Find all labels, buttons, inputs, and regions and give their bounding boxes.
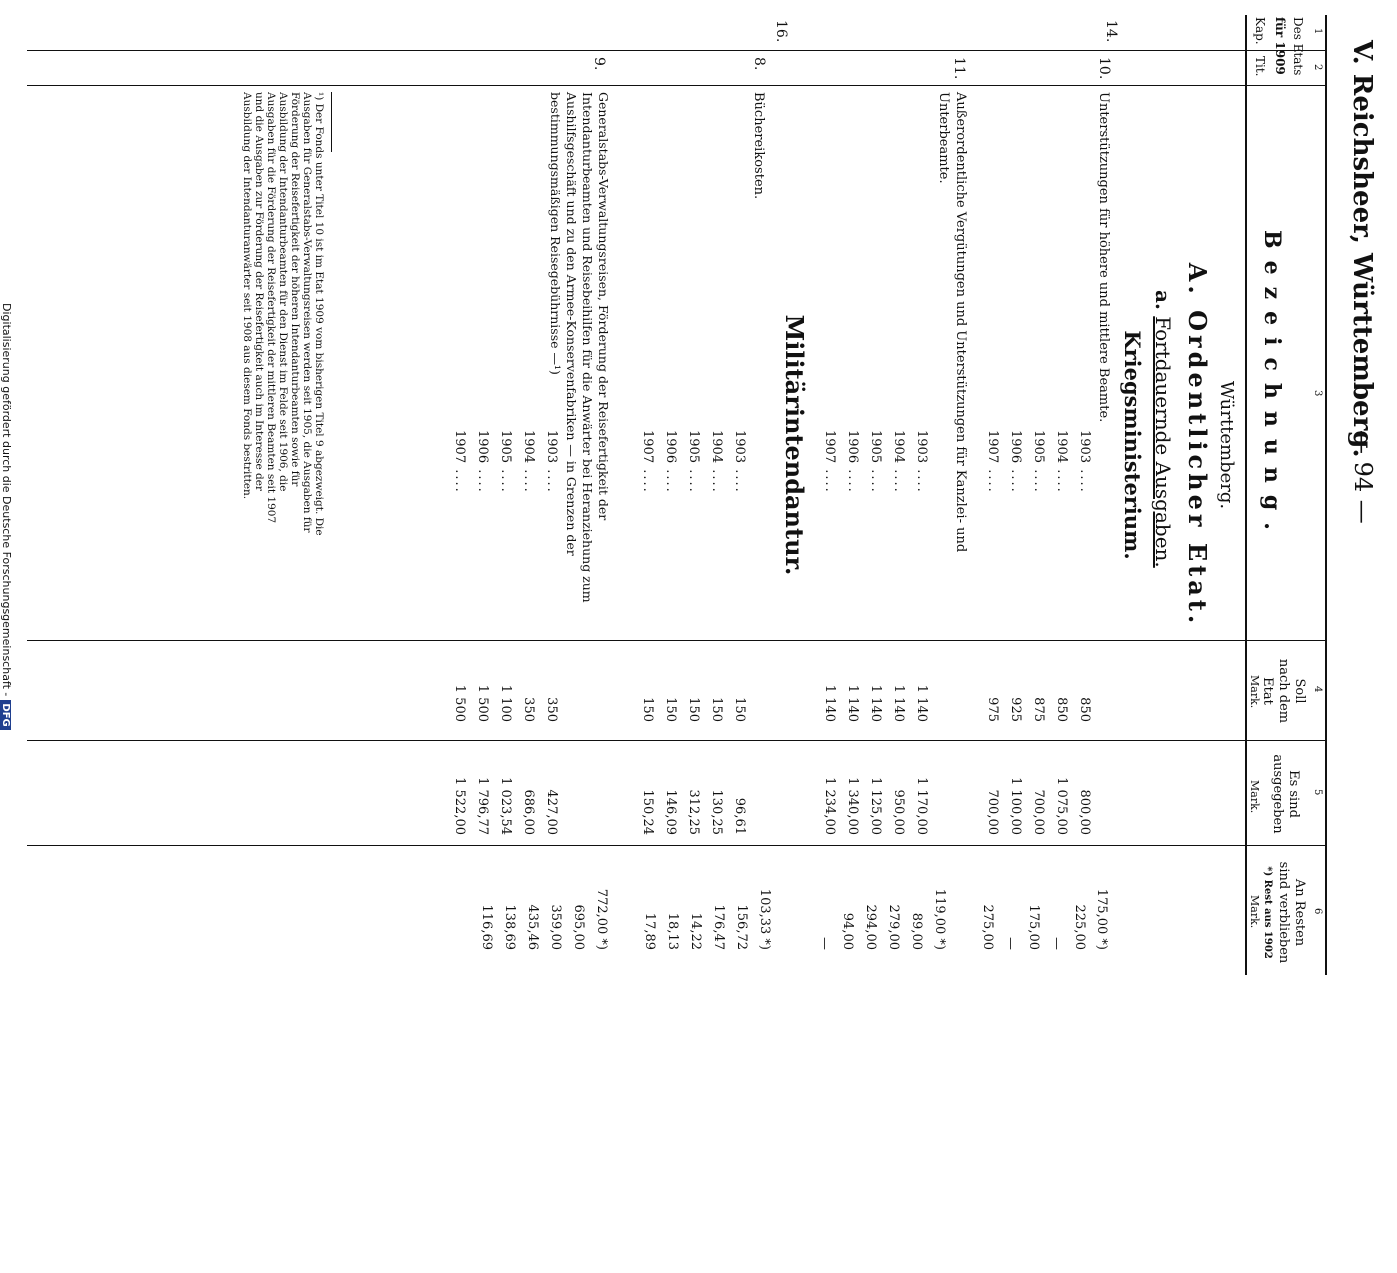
year-cell: 1903 .... [1077, 430, 1092, 494]
section-label-tit10: Unterstützungen für höhere und mittlere Beamte. [1096, 92, 1111, 423]
page-number: — 94 — [1349, 430, 1377, 524]
soll-cell: 150 [640, 697, 655, 722]
rest-cell: 17,89 [642, 912, 657, 950]
col-number-4: 4 [1312, 686, 1323, 693]
rest-cell: 116,69 [479, 904, 494, 950]
year-cell: 1903 .... [544, 430, 559, 494]
heading-militaerintendantur: Militärintendantur. [780, 314, 809, 576]
year-value: 1906 [845, 430, 860, 464]
ausgegeben-cell: 1 340,00 [845, 777, 860, 835]
rotated-document-page [10, 0, 1387, 1000]
year-value: 1907 [640, 430, 655, 464]
year-value: 1904 [709, 430, 724, 464]
heading-fortdauernde-prefix: a. [1151, 290, 1175, 310]
year-cell: 1904 .... [709, 430, 724, 494]
year-cell: 1907 .... [822, 430, 837, 494]
year-value: 1906 [663, 430, 678, 464]
rest-cell: 18,13 [665, 912, 680, 950]
rest-cell: 695,00 [571, 904, 586, 950]
ausgegeben-cell: 1 075,00 [1054, 777, 1069, 835]
year-cell: 1907 .... [640, 430, 655, 494]
year-value: 1905 [686, 430, 701, 464]
year-value: 1903 [914, 430, 929, 464]
header-unit-5: Mark. [1248, 780, 1261, 814]
soll-cell: 350 [544, 697, 559, 722]
soll-cell: 1 140 [914, 684, 929, 722]
soll-cell: 975 [985, 697, 1000, 722]
rest-cell: 89,00 [909, 912, 924, 950]
year-value: 1905 [498, 430, 513, 464]
section-label-tit11: Außerordentliche Vergütungen und Unterstützungen für Kanzlei- und Unterbeamte. [936, 92, 968, 553]
ausgegeben-cell: 700,00 [985, 789, 1000, 835]
ausgegeben-cell: 1 125,00 [868, 777, 883, 835]
year-value: 1906 [1008, 430, 1023, 464]
year-value: 1907 [985, 430, 1000, 464]
col-rule-2 [27, 85, 1327, 86]
header-unit-6: Mark. [1248, 895, 1261, 929]
tit-8: 8. [751, 57, 767, 71]
ausgegeben-cell: 130,25 [709, 789, 724, 835]
soll-cell: 1 140 [868, 684, 883, 722]
section-label-tit8: Büchereikosten. [751, 92, 766, 200]
kap-14: 14. [1103, 20, 1119, 43]
year-cell: 1903 .... [732, 430, 747, 494]
ausgegeben-cell: 700,00 [1031, 789, 1046, 835]
year-value: 1906 [475, 430, 490, 464]
header-tit: Tit. [1253, 56, 1267, 77]
rest-cell: 279,00 [886, 904, 901, 950]
header-kap: Kap. [1253, 17, 1267, 45]
soll-cell: 150 [732, 697, 747, 722]
soll-cell: 875 [1031, 697, 1046, 722]
header-unit-4: Mark. [1248, 675, 1261, 709]
header-rest-note: *) Rest aus 1902 [1262, 866, 1273, 959]
col-number-1: 1 [1312, 28, 1323, 35]
soll-cell: 1 140 [891, 684, 906, 722]
rest-cell: 294,00 [863, 904, 878, 950]
soll-cell: 150 [686, 697, 701, 722]
year-cell: 1905 .... [498, 430, 513, 494]
rest-cell: 359,00 [548, 904, 563, 950]
soll-cell: 150 [709, 697, 724, 722]
rest-cell: 138,69 [502, 904, 517, 950]
soll-cell: 1 500 [452, 684, 467, 722]
soll-cell: 1 140 [822, 684, 837, 722]
header-des-etats: Des Etats [1291, 17, 1305, 76]
tit-11: 11. [951, 57, 967, 80]
header-nach-dem: nach dem [1276, 658, 1291, 724]
col-rule-1 [27, 50, 1327, 51]
year-cell: 1906 .... [663, 430, 678, 494]
tit-10: 10. [1096, 57, 1112, 80]
header-ausgegeben: ausgegeben [1270, 754, 1285, 834]
footnote: ¹) Der Fonds unter Titel 10 ist im Etat 1909 vom bisherigen Titel 9 abgezweigt. Die Ausgaben für Generalstabs-Verwaltungsreisen werden seit 1905, die Ausgaben für Förderung der Reisefertigkeit der höheren Intendanturbeamten sowie für Ausbildung der Intendanturbeamten für den Dienst im Felde seit 1906, die Ausgaben für die Förderung der Reisefertigkeit der mittleren Beamten seit 1907 und die Ausgaben zur Förderung der Reisefertigkeit auch im Interesse der Ausbildung der Intendanturanwärter seit 1908 aus diesem Fonds bestritten. [241, 92, 325, 536]
ausgegeben-cell: 1 170,00 [914, 777, 929, 835]
year-value: 1903 [732, 430, 747, 464]
rest-cell: 772,00 *) [594, 888, 609, 950]
ausgegeben-cell: 427,00 [544, 789, 559, 835]
ausgegeben-cell: 1 100,00 [1008, 777, 1023, 835]
header-bezeichnung: Bezeichnung. [1259, 230, 1285, 542]
col-number-5: 5 [1312, 789, 1323, 796]
year-cell: 1907 .... [452, 430, 467, 494]
ausgegeben-cell: 1 796,77 [475, 777, 490, 835]
rest-cell: 175,00 [1026, 904, 1041, 950]
col-rule-5 [27, 845, 1327, 846]
soll-cell: 350 [521, 697, 536, 722]
header-es-sind: Es sind [1286, 770, 1301, 818]
rest-cell: 94,00 [840, 912, 855, 950]
footnote-rule [331, 92, 332, 152]
rest-cell: 275,00 [980, 904, 995, 950]
rest-cell: 119,00 *) [932, 888, 947, 950]
soll-cell: 1 100 [498, 684, 513, 722]
header-etat: Etat [1260, 677, 1275, 705]
ausgegeben-cell: 96,61 [732, 797, 747, 835]
heading-fortdauernde [1151, 290, 1175, 568]
ausgegeben-cell: 1 522,00 [452, 777, 467, 835]
rest-cell: — [1049, 937, 1064, 950]
year-value: 1905 [868, 430, 883, 464]
ausgegeben-cell: 800,00 [1077, 789, 1092, 835]
kap-16: 16. [773, 20, 789, 43]
table-top-rule [1325, 15, 1327, 975]
year-cell: 1905 .... [868, 430, 883, 494]
rest-cell: 175,00 *) [1094, 888, 1109, 950]
year-cell: 1904 .... [1054, 430, 1069, 494]
year-value: 1904 [1054, 430, 1069, 464]
heading-wuerttemberg: Württemberg. [1216, 380, 1237, 510]
rest-cell: 176,47 [711, 904, 726, 950]
year-cell: 1905 .... [686, 430, 701, 494]
header-an-resten: An Resten [1292, 878, 1307, 947]
soll-cell: 850 [1077, 697, 1092, 722]
year-value: 1903 [544, 430, 559, 464]
ausgegeben-cell: 312,25 [686, 789, 701, 835]
heading-fortdauernde-text: Fortdauernde Ausgaben. [1151, 316, 1175, 568]
year-value: 1904 [891, 430, 906, 464]
col-number-6: 6 [1312, 908, 1323, 915]
ausgegeben-cell: 150,24 [640, 789, 655, 835]
heading-kriegsministerium: Kriegsministerium. [1120, 330, 1145, 560]
year-cell: 1904 .... [891, 430, 906, 494]
year-cell: 1904 .... [521, 430, 536, 494]
page-header-title: V. Reichsheer, Württemberg. [1347, 40, 1377, 458]
rest-cell: 156,72 [734, 904, 749, 950]
ausgegeben-cell: 950,00 [891, 789, 906, 835]
year-cell: 1906 .... [475, 430, 490, 494]
ausgegeben-cell: 1 234,00 [822, 777, 837, 835]
ausgegeben-cell: 146,09 [663, 789, 678, 835]
soll-cell: 1 500 [475, 684, 490, 722]
col-number-2: 2 [1312, 64, 1323, 71]
year-cell: 1903 .... [914, 430, 929, 494]
year-value: 1903 [1077, 430, 1092, 464]
rest-cell: 435,46 [525, 904, 540, 950]
year-value: 1907 [452, 430, 467, 464]
rest-cell: 14,22 [688, 912, 703, 950]
rest-cell: 225,00 [1072, 904, 1087, 950]
header-bottom-rule [1245, 15, 1247, 975]
year-value: 1907 [822, 430, 837, 464]
digitization-note-text: Digitalisierung gefördert durch die Deutsche Forschungsgemeinschaft - [0, 303, 13, 697]
section-label-tit9: Generalstabs-Verwaltungsreisen, Förderung der Reisefertigkeit der Intendanturbeamten und Reisebeihilfen für die Anwärter bei Heranziehung zum Aushilfsgeschäft und zu den Armee-Konservenfabriken — in Grenzen der bestimmungsmäßigen Reisegebührnisse —¹) [548, 92, 611, 603]
header-soll: Soll [1292, 678, 1307, 704]
rest-cell: 103,33 *) [757, 888, 772, 950]
col-rule-4 [27, 740, 1327, 741]
soll-cell: 850 [1054, 697, 1069, 722]
dfg-logo: DFG [0, 700, 11, 729]
soll-cell: 150 [663, 697, 678, 722]
ausgegeben-cell: 1 023,54 [498, 777, 513, 835]
year-cell: 1907 .... [985, 430, 1000, 494]
year-cell: 1905 .... [1031, 430, 1046, 494]
rest-cell: — [1003, 937, 1018, 950]
soll-cell: 1 140 [845, 684, 860, 722]
tit-9: 9. [591, 57, 607, 71]
year-value: 1905 [1031, 430, 1046, 464]
year-cell: 1906 .... [845, 430, 860, 494]
header-sind-verblieben: sind verblieben [1276, 861, 1291, 964]
ausgegeben-cell: 686,00 [521, 789, 536, 835]
col-number-3: 3 [1312, 390, 1323, 397]
year-value: 1904 [521, 430, 536, 464]
header-fuer-1909: für 1909 [1273, 17, 1287, 75]
soll-cell: 925 [1008, 697, 1023, 722]
heading-ordentlicher-etat: A. Ordentlicher Etat. [1183, 262, 1212, 628]
rest-cell: — [817, 937, 832, 950]
year-cell: 1906 .... [1008, 430, 1023, 494]
